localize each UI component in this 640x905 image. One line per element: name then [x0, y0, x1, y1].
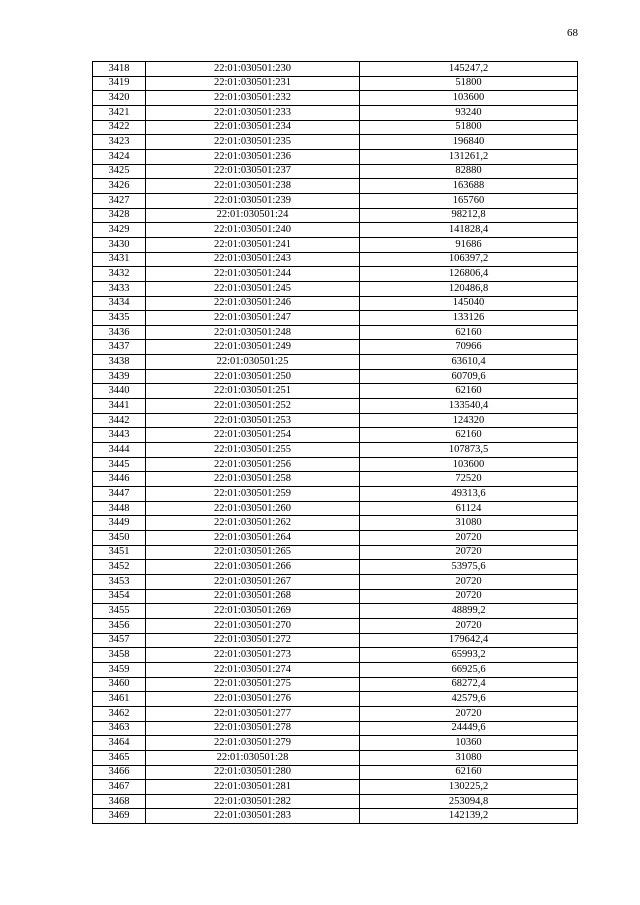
value-cell: 253094,8: [360, 794, 578, 809]
row-number-cell: 3452: [93, 560, 146, 575]
table-row: [93, 369, 578, 384]
row-number-cell: 3460: [93, 677, 146, 692]
value-cell: 120486,8: [360, 281, 578, 296]
cadastral-number-cell: 22:01:030501:264: [146, 531, 360, 546]
table-row: [93, 750, 578, 765]
value-cell: 68272,4: [360, 677, 578, 692]
table-row: [93, 91, 578, 106]
table-row: [93, 179, 578, 194]
value-cell: 61124: [360, 501, 578, 516]
value-cell: 103600: [360, 457, 578, 472]
cadastral-number-cell: 22:01:030501:255: [146, 443, 360, 458]
table-row: [93, 706, 578, 721]
row-number-cell: 3428: [93, 208, 146, 223]
table-row: [93, 531, 578, 546]
table-row: [93, 677, 578, 692]
row-number-cell: 3462: [93, 706, 146, 721]
value-cell: 31080: [360, 516, 578, 531]
table-row: [93, 355, 578, 370]
row-number-cell: 3434: [93, 296, 146, 311]
row-number-cell: 3468: [93, 794, 146, 809]
row-number-cell: 3459: [93, 662, 146, 677]
row-number-cell: 3438: [93, 355, 146, 370]
data-table: [92, 61, 578, 824]
row-number-cell: 3426: [93, 179, 146, 194]
value-cell: 60709,6: [360, 369, 578, 384]
cadastral-number-cell: 22:01:030501:232: [146, 91, 360, 106]
row-number-cell: 3432: [93, 267, 146, 282]
value-cell: 42579,6: [360, 692, 578, 707]
value-cell: 107873,5: [360, 443, 578, 458]
table-row: [93, 428, 578, 443]
table-row: [93, 76, 578, 91]
table-row: [93, 105, 578, 120]
table-row: [93, 208, 578, 223]
value-cell: 165760: [360, 193, 578, 208]
row-number-cell: 3444: [93, 443, 146, 458]
cadastral-number-cell: 22:01:030501:230: [146, 62, 360, 77]
cadastral-number-cell: 22:01:030501:277: [146, 706, 360, 721]
row-number-cell: 3448: [93, 501, 146, 516]
value-cell: 20720: [360, 618, 578, 633]
table-row: [93, 413, 578, 428]
cadastral-number-cell: 22:01:030501:253: [146, 413, 360, 428]
value-cell: 63610,4: [360, 355, 578, 370]
value-cell: 196840: [360, 135, 578, 150]
table-row: [93, 560, 578, 575]
table-row: [93, 237, 578, 252]
table-row: [93, 399, 578, 414]
value-cell: 10360: [360, 736, 578, 751]
row-number-cell: 3424: [93, 149, 146, 164]
value-cell: 142139,2: [360, 809, 578, 824]
value-cell: 93240: [360, 105, 578, 120]
row-number-cell: 3429: [93, 223, 146, 238]
table-row: [93, 633, 578, 648]
value-cell: 66925,6: [360, 662, 578, 677]
row-number-cell: 3461: [93, 692, 146, 707]
value-cell: 133126: [360, 311, 578, 326]
row-number-cell: 3458: [93, 648, 146, 663]
table-row: [93, 164, 578, 179]
cadastral-number-cell: 22:01:030501:28: [146, 750, 360, 765]
cadastral-number-cell: 22:01:030501:237: [146, 164, 360, 179]
row-number-cell: 3445: [93, 457, 146, 472]
cadastral-number-cell: 22:01:030501:280: [146, 765, 360, 780]
cadastral-number-cell: 22:01:030501:234: [146, 120, 360, 135]
row-number-cell: 3465: [93, 750, 146, 765]
value-cell: 51800: [360, 120, 578, 135]
table-row: [93, 62, 578, 77]
value-cell: 20720: [360, 574, 578, 589]
row-number-cell: 3427: [93, 193, 146, 208]
table-row: [93, 604, 578, 619]
table-row: [93, 296, 578, 311]
row-number-cell: 3439: [93, 369, 146, 384]
row-number-cell: 3457: [93, 633, 146, 648]
row-number-cell: 3435: [93, 311, 146, 326]
cadastral-number-cell: 22:01:030501:246: [146, 296, 360, 311]
table-row: [93, 618, 578, 633]
row-number-cell: 3418: [93, 62, 146, 77]
value-cell: 131261,2: [360, 149, 578, 164]
table-row: [93, 120, 578, 135]
table-row: [93, 149, 578, 164]
value-cell: 103600: [360, 91, 578, 106]
value-cell: 106397,2: [360, 252, 578, 267]
value-cell: 31080: [360, 750, 578, 765]
value-cell: 91686: [360, 237, 578, 252]
cadastral-number-cell: 22:01:030501:269: [146, 604, 360, 619]
cadastral-number-cell: 22:01:030501:267: [146, 574, 360, 589]
table-row: [93, 384, 578, 399]
cadastral-number-cell: 22:01:030501:247: [146, 311, 360, 326]
table-row: [93, 443, 578, 458]
page-number: 68: [567, 27, 578, 39]
row-number-cell: 3419: [93, 76, 146, 91]
cadastral-number-cell: 22:01:030501:241: [146, 237, 360, 252]
table-row: [93, 765, 578, 780]
cadastral-number-cell: 22:01:030501:268: [146, 589, 360, 604]
cadastral-number-cell: 22:01:030501:248: [146, 325, 360, 340]
cadastral-number-cell: 22:01:030501:265: [146, 545, 360, 560]
cadastral-number-cell: 22:01:030501:281: [146, 780, 360, 795]
cadastral-number-cell: 22:01:030501:249: [146, 340, 360, 355]
value-cell: 51800: [360, 76, 578, 91]
table-row: [93, 457, 578, 472]
row-number-cell: 3463: [93, 721, 146, 736]
table-row: [93, 501, 578, 516]
cadastral-number-cell: 22:01:030501:231: [146, 76, 360, 91]
value-cell: 133540,4: [360, 399, 578, 414]
value-cell: 62160: [360, 325, 578, 340]
cadastral-number-cell: 22:01:030501:272: [146, 633, 360, 648]
value-cell: 130225,2: [360, 780, 578, 795]
table-row: [93, 721, 578, 736]
table-row: [93, 340, 578, 355]
cadastral-number-cell: 22:01:030501:256: [146, 457, 360, 472]
table-row: [93, 809, 578, 824]
value-cell: 20720: [360, 589, 578, 604]
value-cell: 20720: [360, 706, 578, 721]
row-number-cell: 3455: [93, 604, 146, 619]
row-number-cell: 3441: [93, 399, 146, 414]
value-cell: 82880: [360, 164, 578, 179]
cadastral-number-cell: 22:01:030501:278: [146, 721, 360, 736]
row-number-cell: 3437: [93, 340, 146, 355]
value-cell: 62160: [360, 384, 578, 399]
value-cell: 48899,2: [360, 604, 578, 619]
table-body: [93, 62, 578, 824]
table-row: [93, 648, 578, 663]
row-number-cell: 3447: [93, 487, 146, 502]
cadastral-number-cell: 22:01:030501:283: [146, 809, 360, 824]
row-number-cell: 3433: [93, 281, 146, 296]
cadastral-number-cell: 22:01:030501:236: [146, 149, 360, 164]
cadastral-number-cell: 22:01:030501:282: [146, 794, 360, 809]
cadastral-number-cell: 22:01:030501:266: [146, 560, 360, 575]
cadastral-number-cell: 22:01:030501:273: [146, 648, 360, 663]
value-cell: 124320: [360, 413, 578, 428]
row-number-cell: 3464: [93, 736, 146, 751]
cadastral-number-cell: 22:01:030501:259: [146, 487, 360, 502]
table-row: [93, 516, 578, 531]
cadastral-number-cell: 22:01:030501:245: [146, 281, 360, 296]
row-number-cell: 3430: [93, 237, 146, 252]
value-cell: 62160: [360, 428, 578, 443]
table-row: [93, 135, 578, 150]
cadastral-number-cell: 22:01:030501:240: [146, 223, 360, 238]
table-row: [93, 574, 578, 589]
table-row: [93, 692, 578, 707]
row-number-cell: 3420: [93, 91, 146, 106]
row-number-cell: 3454: [93, 589, 146, 604]
row-number-cell: 3440: [93, 384, 146, 399]
row-number-cell: 3450: [93, 531, 146, 546]
row-number-cell: 3469: [93, 809, 146, 824]
value-cell: 24449,6: [360, 721, 578, 736]
row-number-cell: 3467: [93, 780, 146, 795]
table-row: [93, 589, 578, 604]
row-number-cell: 3449: [93, 516, 146, 531]
row-number-cell: 3466: [93, 765, 146, 780]
cadastral-number-cell: 22:01:030501:262: [146, 516, 360, 531]
cadastral-number-cell: 22:01:030501:254: [146, 428, 360, 443]
cadastral-number-cell: 22:01:030501:274: [146, 662, 360, 677]
cadastral-number-cell: 22:01:030501:251: [146, 384, 360, 399]
value-cell: 141828,4: [360, 223, 578, 238]
table-row: [93, 780, 578, 795]
row-number-cell: 3431: [93, 252, 146, 267]
value-cell: 145247,2: [360, 62, 578, 77]
cadastral-number-cell: 22:01:030501:233: [146, 105, 360, 120]
cadastral-number-cell: 22:01:030501:243: [146, 252, 360, 267]
row-number-cell: 3421: [93, 105, 146, 120]
value-cell: 179642,4: [360, 633, 578, 648]
row-number-cell: 3425: [93, 164, 146, 179]
value-cell: 163688: [360, 179, 578, 194]
value-cell: 70966: [360, 340, 578, 355]
cadastral-number-cell: 22:01:030501:25: [146, 355, 360, 370]
table-row: [93, 794, 578, 809]
row-number-cell: 3451: [93, 545, 146, 560]
value-cell: 72520: [360, 472, 578, 487]
table-row: [93, 193, 578, 208]
cadastral-number-cell: 22:01:030501:260: [146, 501, 360, 516]
cadastral-number-cell: 22:01:030501:244: [146, 267, 360, 282]
cadastral-number-cell: 22:01:030501:279: [146, 736, 360, 751]
value-cell: 20720: [360, 531, 578, 546]
table-row: [93, 662, 578, 677]
row-number-cell: 3456: [93, 618, 146, 633]
cadastral-number-cell: 22:01:030501:276: [146, 692, 360, 707]
row-number-cell: 3422: [93, 120, 146, 135]
value-cell: 49313,6: [360, 487, 578, 502]
value-cell: 98212,8: [360, 208, 578, 223]
table-row: [93, 311, 578, 326]
cadastral-number-cell: 22:01:030501:235: [146, 135, 360, 150]
table-row: [93, 252, 578, 267]
row-number-cell: 3453: [93, 574, 146, 589]
value-cell: 62160: [360, 765, 578, 780]
table-row: [93, 736, 578, 751]
value-cell: 65993,2: [360, 648, 578, 663]
cadastral-number-cell: 22:01:030501:24: [146, 208, 360, 223]
value-cell: 20720: [360, 545, 578, 560]
cadastral-number-cell: 22:01:030501:275: [146, 677, 360, 692]
row-number-cell: 3423: [93, 135, 146, 150]
table-row: [93, 545, 578, 560]
table-row: [93, 487, 578, 502]
table-row: [93, 223, 578, 238]
cadastral-number-cell: 22:01:030501:238: [146, 179, 360, 194]
value-cell: 53975,6: [360, 560, 578, 575]
cadastral-number-cell: 22:01:030501:258: [146, 472, 360, 487]
table-row: [93, 267, 578, 282]
table-row: [93, 472, 578, 487]
cadastral-number-cell: 22:01:030501:252: [146, 399, 360, 414]
table-row: [93, 281, 578, 296]
value-cell: 145040: [360, 296, 578, 311]
cadastral-number-cell: 22:01:030501:270: [146, 618, 360, 633]
row-number-cell: 3446: [93, 472, 146, 487]
table-row: [93, 325, 578, 340]
cadastral-number-cell: 22:01:030501:239: [146, 193, 360, 208]
row-number-cell: 3442: [93, 413, 146, 428]
row-number-cell: 3436: [93, 325, 146, 340]
cadastral-number-cell: 22:01:030501:250: [146, 369, 360, 384]
value-cell: 126806,4: [360, 267, 578, 282]
row-number-cell: 3443: [93, 428, 146, 443]
